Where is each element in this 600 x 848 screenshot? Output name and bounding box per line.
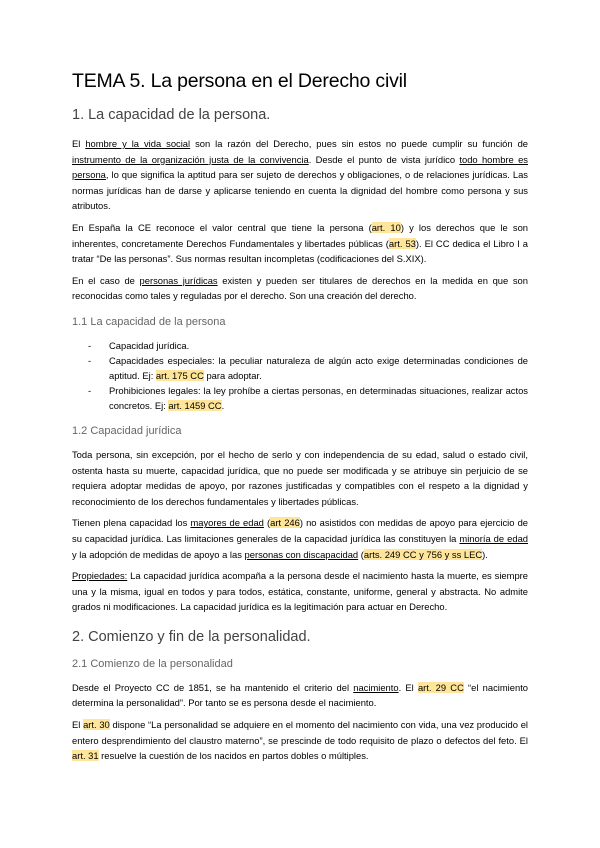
text-run: Capacidades especiales: la peculiar naturaleza de algún acto exige determinadas condiciones de aptitud. Ej:	[109, 354, 528, 381]
list-item	[88, 353, 528, 383]
paragraph	[72, 273, 528, 304]
highlighted-reference: art. 1459 CC	[168, 399, 222, 411]
underlined-term: mayores de edad	[190, 517, 264, 529]
page-title: TEMA 5. La persona en el Derecho civil	[72, 70, 407, 92]
text-run: Capacidad jurídica.	[109, 339, 190, 351]
bullet-dash: -	[88, 384, 92, 396]
underlined-term: Propiedades:	[72, 570, 128, 582]
text-run: El	[72, 138, 86, 149]
underlined-term: nacimiento	[353, 681, 399, 693]
text-run: “el nacimiento determina la personalidad”. Por tanto se es persona desde el nacimiento.	[72, 681, 529, 709]
text-run: para adoptar.	[203, 369, 262, 381]
text-run: En España la CE reconoce el valor central que tiene la persona (	[72, 221, 372, 233]
paragraph	[72, 717, 528, 764]
underlined-term: instrumento de la organización justa de la convivencia	[72, 153, 309, 165]
highlighted-reference: art. 30	[83, 719, 110, 731]
text-run: . Desde el punto de vista jurídico	[308, 153, 460, 165]
underlined-term: todo hombre es persona	[72, 153, 528, 181]
list-item-text	[109, 355, 528, 381]
text-run: ).	[482, 548, 488, 560]
underlined-term: personas con discapacidad	[244, 548, 359, 560]
highlighted-reference: art. 29 CC	[417, 681, 464, 693]
text-run: existen y pueden ser titulares de derechos en la medida en que son reconocidas como tales y reguladas por el derecho. Son una creación del derecho.	[72, 274, 528, 302]
text-run: En el caso de	[72, 274, 140, 286]
highlighted-reference: art. 53	[388, 237, 416, 249]
text-run: . El	[398, 681, 418, 693]
underlined-term: minoría de edad	[459, 532, 528, 544]
list-item-text	[109, 385, 528, 411]
underlined-term: personas jurídicas	[139, 274, 218, 286]
text-run: resuelve la cuestión de los nacidos en partos dobles o múltiples.	[98, 750, 369, 762]
paragraph	[72, 447, 528, 509]
subsection-2-1-heading: 2.1 Comienzo de la personalidad	[72, 657, 233, 670]
text-run: ). El CC dedica el Libro I a tratar “De las personas”. Sus normas resultan incompletas (codificaciones del S.XIX).	[72, 237, 528, 265]
section-1-heading: 1. La capacidad de la persona.	[72, 107, 271, 123]
text-run: ) y los derechos que le son inherentes, concretamente Derechos Fundamentales y libertades públicas (	[72, 221, 529, 249]
highlighted-reference: art. 10	[371, 221, 401, 233]
paragraph	[72, 515, 528, 562]
subsection-1-1-heading: 1.1 La capacidad de la persona	[72, 315, 226, 328]
highlighted-reference: art. 175 CC	[155, 369, 204, 381]
paragraph	[72, 680, 528, 711]
list-item	[88, 338, 528, 353]
list-item	[88, 383, 528, 413]
text-run: La capacidad jurídica acompaña a la persona desde el nacimiento hasta la muerte, es siempre una y la misma, igual en todos y para todos, estática, constante, uniforme, general y abstracta. No admite grados ni modificaciones. La capacidad jurídica es la legitimación para actuar en Derecho.	[72, 570, 528, 613]
paragraph	[72, 136, 528, 214]
highlighted-reference: art 246	[270, 517, 300, 529]
text-run: (	[358, 548, 364, 560]
text-run: dispone “La personalidad se adquiere en el momento del nacimiento con vida, una vez producido el entero desprendimiento del claustro materno”, se prescinde de todo requisito de plazo o defectos del feto. El	[72, 719, 528, 746]
text-run: Toda persona, sin excepción, por el hecho de serlo y con independencia de su edad, salud o estado civil, ostenta hasta su muerte, capacidad jurídica, que no puede ser modificada y se atribuye sin perjuicio de se requiera adoptar medidas de apoyo, por razones justificadas y compatibles con el respeto a la dignidad y reconocimiento de los derechos fundamentales y libertades públicas.	[72, 448, 528, 507]
text-run: son la razón del Derecho, pues sin estos no puede cumplir su función de	[190, 138, 528, 149]
bullet-dash: -	[88, 354, 92, 366]
text-run: .	[221, 399, 225, 411]
underlined-term: hombre y la vida social	[85, 138, 191, 149]
text-run: , lo que significa la aptitud para ser sujeto de derechos y obligaciones, o de relaciones jurídicas. Las normas jurídicas han de darse y aplicarse teniendo en cuenta la dignidad del hombre como persona y sus atributos.	[72, 169, 528, 212]
highlighted-reference: art. 31	[72, 750, 99, 762]
text-run: Desde el Proyecto CC de 1851, se ha mantenido el criterio del	[72, 681, 354, 693]
section-2-heading: 2. Comienzo y fin de la personalidad.	[72, 628, 311, 645]
capacity-list	[72, 338, 528, 413]
text-run: El	[72, 719, 84, 731]
text-run: (	[263, 517, 271, 529]
highlighted-reference: arts. 249 CC y 756 y ss LEC	[363, 548, 483, 560]
bullet-dash: -	[88, 339, 92, 351]
list-item-text	[109, 340, 189, 351]
text-run: y la adopción de medidas de apoyo a las	[72, 548, 245, 560]
text-run: Tienen plena capacidad los	[72, 517, 191, 529]
paragraph	[72, 568, 528, 615]
subsection-1-2-heading: 1.2 Capacidad jurídica	[72, 424, 182, 437]
paragraph	[72, 220, 528, 267]
text-run: Prohibiciones legales: la ley prohíbe a ciertas personas, en determinadas situaciones, realizar actos concretos. Ej:	[109, 384, 528, 411]
text-run: ) no asistidos con medidas de apoyo para ejercicio de su capacidad jurídica. Las limitaciones generales de la capacidad jurídica las constituyen la	[72, 517, 529, 544]
